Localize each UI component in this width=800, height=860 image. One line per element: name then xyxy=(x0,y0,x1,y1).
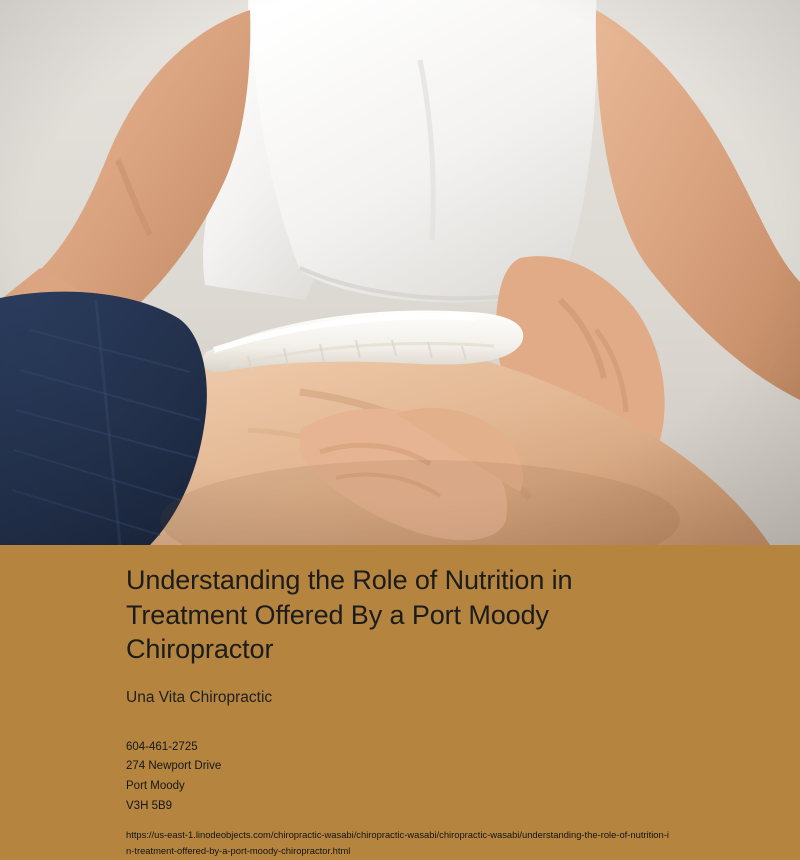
page-title: Understanding the Role of Nutrition in Treatment Offered By a Port Moody Chiropractor xyxy=(126,565,573,665)
source-url: https://us-east-1.linodeobjects.com/chiropractic-wasabi/chiropractic-wasabi/chiropractic-wasabi/understanding-the-role-of-nutrition-in-treatment-offered-by-a-port-moody-chiropractor.html xyxy=(126,828,669,857)
city-name: Port Moody xyxy=(126,780,185,793)
contact-details xyxy=(126,738,674,817)
business-name: Una Vita Chiropractic xyxy=(126,688,273,706)
poster-text-block xyxy=(0,545,800,857)
phone-number: 604-461-2725 xyxy=(126,740,198,753)
street-address: 274 Newport Drive xyxy=(126,760,222,773)
postal-code: V3H 5B9 xyxy=(126,799,173,812)
